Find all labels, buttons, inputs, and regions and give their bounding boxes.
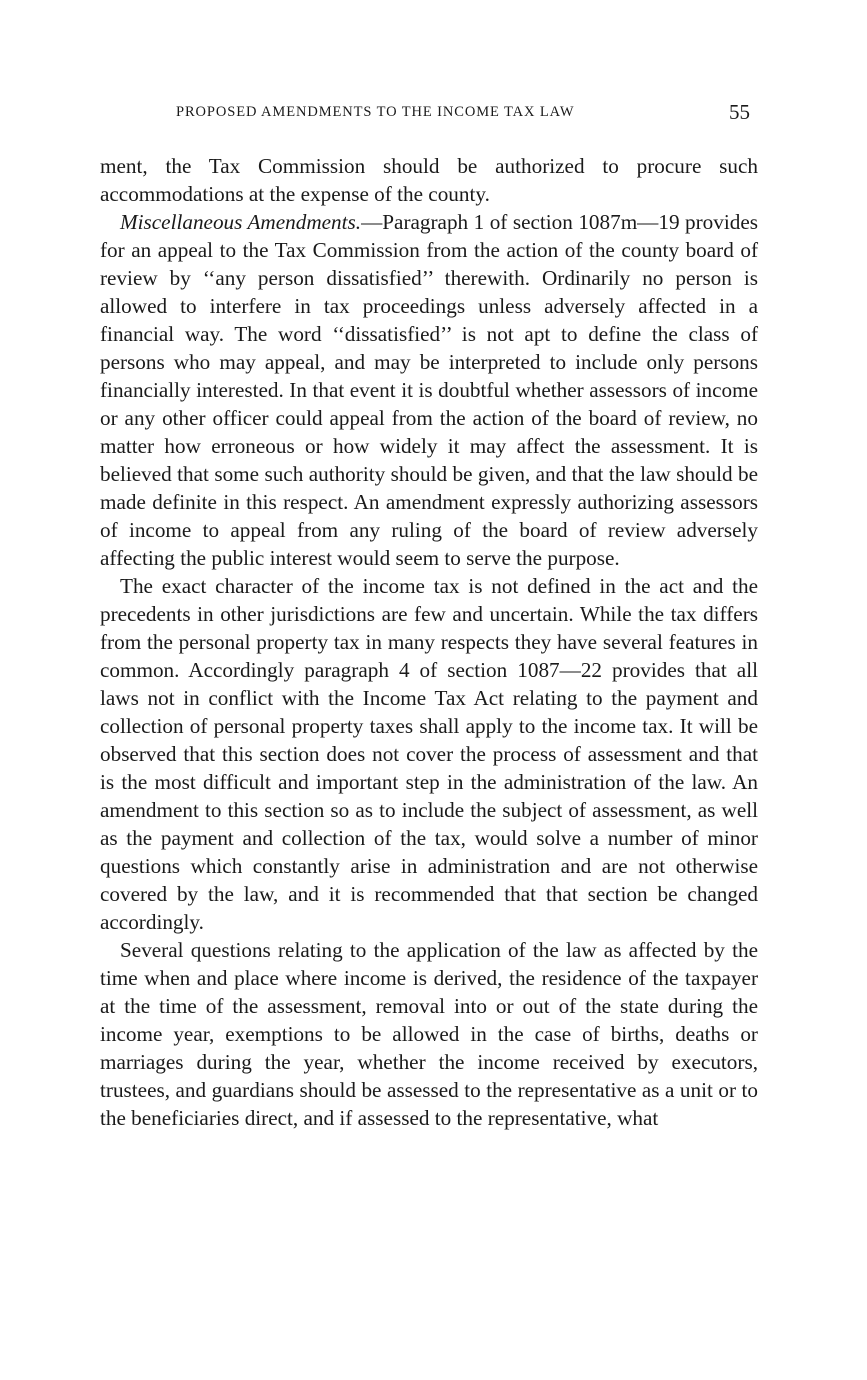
paragraph-text: Several questions relating to the application of the law as affected by the time when and place where income is derived, the residence of the taxpayer at the time of the assessment, removal into or out of the state during the income year, exemptions to be allowed in the case of births, deaths or marriages during the year, whether the income received by executors, trustees, and guardians should be assessed to the representative as a unit or to the beneficiaries direct, and if assessed to the representative, what: [100, 938, 758, 1130]
paragraph-several-questions: [100, 936, 758, 1132]
body-text: [100, 152, 758, 1132]
paragraph-text: ment, the Tax Commission should be authorized to procure such accommodations at the expense of the county.: [100, 154, 758, 206]
paragraph-miscellaneous-amendments: [100, 208, 758, 572]
page-number: 55: [729, 100, 750, 124]
running-head: [100, 100, 760, 126]
paragraph-income-tax-character: [100, 572, 758, 936]
paragraph-text: The exact character of the income tax is not defined in the act and the precedents in other jurisdictions are few and uncertain. While the tax differs from the personal property tax in many respects they have several features in common. Accordingly paragraph 4 of section 1087—22 provides that all laws not in conflict with the Income Tax Act relating to the payment and collection of personal property taxes shall apply to the income tax. It will be observed that this section does not cover the process of assessment and that is the most difficult and important step in the administration of the law. An amendment to this section so as to include the subject of assessment, as well as the payment and collection of the tax, would solve a number of minor questions which constantly arise in administration and are not otherwise covered by the law, and it is recommended that that section be changed accordingly.: [100, 574, 758, 934]
paragraph-continuation: [100, 152, 758, 208]
running-title: PROPOSED AMENDMENTS TO THE INCOME TAX LAW: [176, 104, 575, 120]
paragraph-text: —Paragraph 1 of section 1087m—19 provides for an appeal to the Tax Commission from the action of the county board of review by ‘‘any person dissatisfied’’ therewith. Ordinarily no person is allowed to interfere in tax proceedings unless adversely affected in a financial way. The word ‘‘dissatisfied’’ is not apt to define the class of persons who may appeal, and may be interpreted to include only persons financially interested. In that event it is doubtful whether assessors of income or any other officer could appeal from the action of the board of review, no matter how erroneous or how widely it may affect the assessment. It is believed that some such authority should be given, and that the law should be made definite in this respect. An amendment expressly authorizing assessors of income to appeal from any ruling of the board of review adversely affecting the public interest would seem to serve the purpose.: [100, 210, 759, 570]
paragraph-lead-heading: Miscellaneous Amendments.: [120, 210, 362, 234]
